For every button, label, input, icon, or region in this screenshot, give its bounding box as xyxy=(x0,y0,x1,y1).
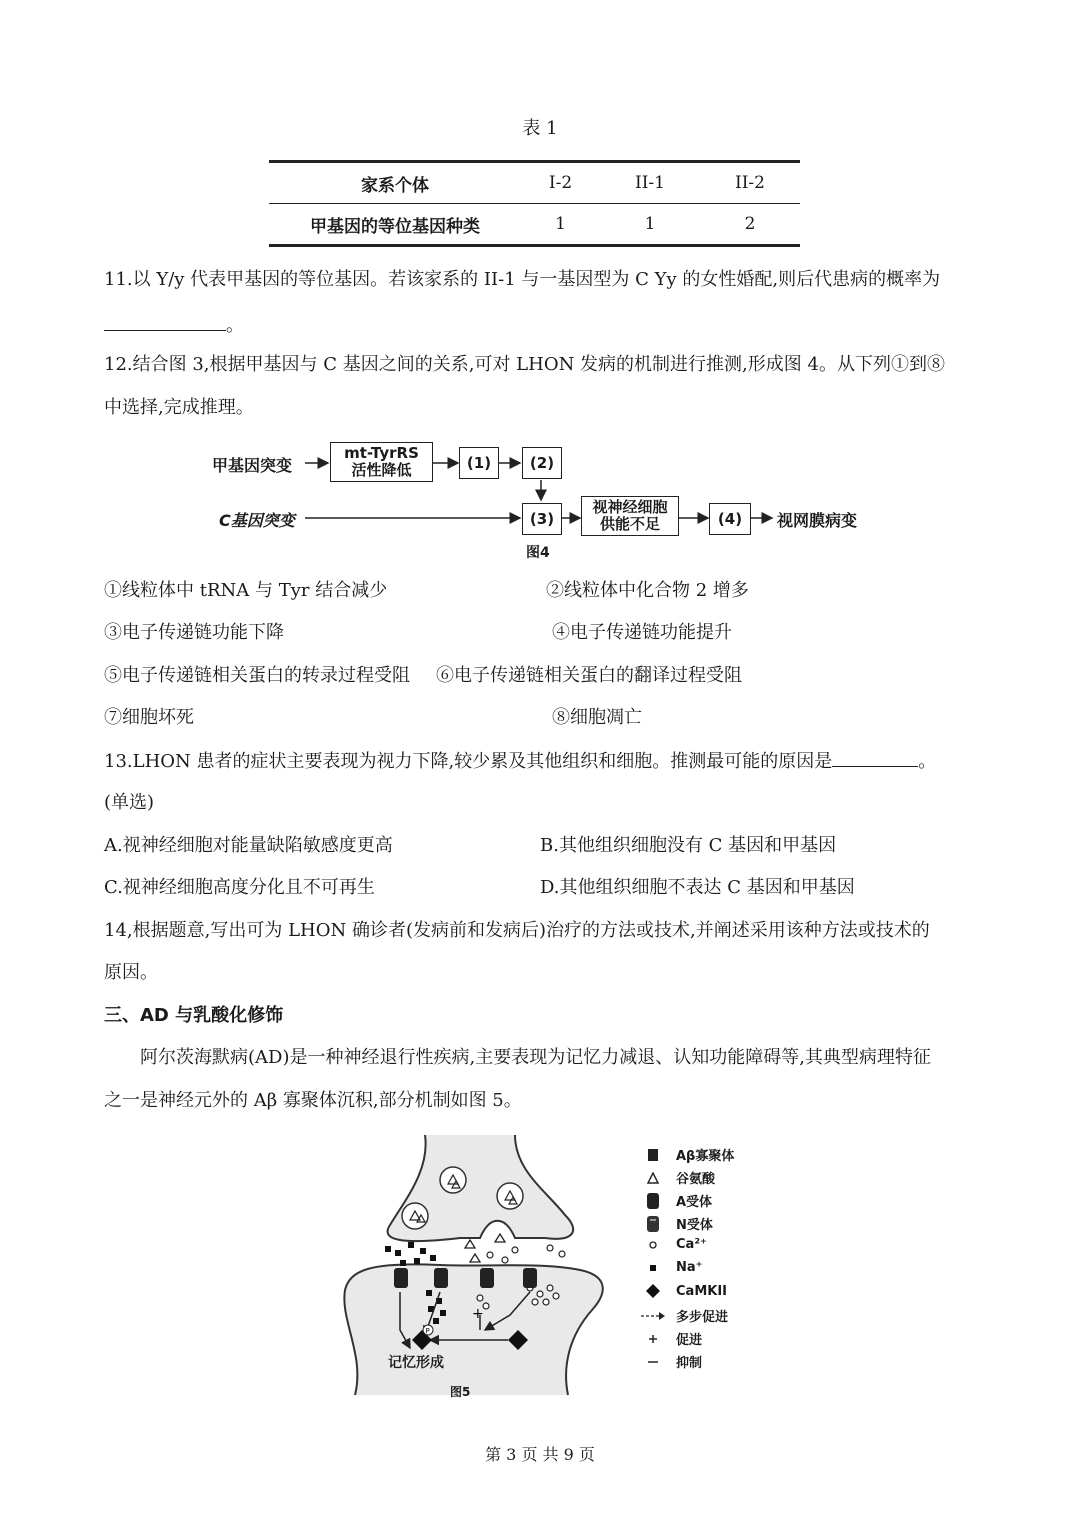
plus-sign: + xyxy=(472,1306,484,1322)
option-3: ③电子传递链功能下降 xyxy=(104,622,284,643)
figure-4-caption: 图4 xyxy=(526,545,550,561)
phospho-label: P xyxy=(425,1327,430,1335)
legend-label: 抑制 xyxy=(676,1356,703,1371)
question-13-line1 xyxy=(104,750,936,773)
table-cell: 甲基因的等位基因种类 xyxy=(310,216,480,237)
legend-label: 促进 xyxy=(676,1333,703,1348)
page-footer: 第 3 页 共 9 页 xyxy=(485,1445,595,1464)
camkii-icon xyxy=(640,1283,666,1299)
box-3: (3) xyxy=(522,503,562,535)
figure-4 xyxy=(0,430,1080,565)
option-2: ②线粒体中化合物 2 增多 xyxy=(546,580,749,601)
calcium-icon xyxy=(640,1240,666,1250)
question-12-line1: 12.结合图 3,根据甲基因与 C 基因之间的关系,可对 LHON 发病的机制进行推测,形成图 4。从下列①到⑧ xyxy=(104,354,945,375)
multistep-arrow-icon xyxy=(640,1311,666,1321)
optic-nerve-label: 视神经细胞 xyxy=(592,498,668,516)
question-13-single-choice: (单选) xyxy=(104,792,155,813)
period: 。 xyxy=(226,315,244,336)
mt-tyrrs-label: mt-TyrRS xyxy=(344,444,419,462)
table-caption: 表 1 xyxy=(522,118,558,139)
choice-c: C.视神经细胞高度分化且不可再生 xyxy=(104,877,375,898)
legend-label: 多步促进 xyxy=(676,1310,729,1325)
legend-label: CaMKII xyxy=(676,1283,727,1299)
retinopathy-label: 视网膜病变 xyxy=(777,511,858,530)
abeta-oligomer-icon xyxy=(640,1148,666,1162)
box-4: (4) xyxy=(709,503,751,535)
optic-nerve-box xyxy=(581,496,679,536)
section-3-title: 三、AD 与乳酸化修饰 xyxy=(104,1005,284,1026)
figure-5-caption: 图5 xyxy=(450,1385,471,1399)
table-header-row xyxy=(269,163,800,204)
option-8: ⑧细胞凋亡 xyxy=(552,707,642,728)
legend-item xyxy=(640,1306,728,1325)
legend-item xyxy=(640,1329,702,1348)
legend-label: 谷氨酸 xyxy=(676,1172,716,1187)
synapse-diagram xyxy=(330,1130,620,1400)
legend-label: N受体 xyxy=(676,1218,713,1233)
glutamate-icon xyxy=(640,1172,666,1184)
box-2: (2) xyxy=(522,447,562,479)
answer-blank xyxy=(104,314,226,331)
plus-icon xyxy=(640,1334,666,1344)
mt-tyrrs-activity-label: 活性降低 xyxy=(351,461,412,479)
table-cell: 2 xyxy=(744,214,756,234)
figure-4-c-label: C基因突变 xyxy=(219,511,295,530)
mt-tyrrs-box xyxy=(330,442,433,482)
table-header-cell: I-2 xyxy=(548,173,573,193)
box-1: (1) xyxy=(459,447,499,479)
legend-label: Ca²⁺ xyxy=(676,1237,707,1252)
figure-5-synapse xyxy=(330,1130,620,1400)
legend-label: A受体 xyxy=(676,1195,713,1210)
energy-supply-label: 供能不足 xyxy=(599,515,660,533)
legend-item xyxy=(640,1283,727,1299)
table-1 xyxy=(269,160,800,247)
legend-label: Na⁺ xyxy=(676,1260,703,1275)
question-11-line2 xyxy=(104,314,244,337)
figure-4-jia-label: 甲基因突变 xyxy=(212,456,293,475)
option-4: ④电子传递链功能提升 xyxy=(552,622,732,643)
question-14-line2: 原因。 xyxy=(104,962,158,983)
table-header-cell: II-1 xyxy=(634,173,665,193)
table-cell: 1 xyxy=(555,214,566,234)
legend-item xyxy=(640,1260,703,1275)
question-11-line1: 11.以 Y/y 代表甲基因的等位基因。若该家系的 II-1 与一基因型为 C Yy 的女性婚配,则后代患病的概率为 xyxy=(104,269,941,290)
n-receptor-icon xyxy=(640,1215,666,1233)
option-6: ⑥电子传递链相关蛋白的翻译过程受阻 xyxy=(436,665,742,686)
legend-item xyxy=(640,1191,712,1210)
legend-item xyxy=(640,1214,713,1233)
legend-item xyxy=(640,1237,707,1252)
option-5: ⑤电子传递链相关蛋白的转录过程受阻 xyxy=(104,665,410,686)
minus-icon xyxy=(640,1357,666,1367)
choice-d: D.其他组织细胞不表达 C 基因和甲基因 xyxy=(540,877,855,898)
table-header-cell: 家系个体 xyxy=(361,175,429,196)
table-header-cell: II-2 xyxy=(734,173,765,193)
section-3-para-line2: 之一是神经元外的 Aβ 寡聚体沉积,部分机制如图 5。 xyxy=(104,1090,522,1111)
section-3-para-line1: 阿尔茨海默病(AD)是一种神经退行性疾病,主要表现为记忆力减退、认知功能障碍等,其典型病理特征 xyxy=(140,1047,931,1068)
option-7: ⑦细胞坏死 xyxy=(104,707,194,728)
sodium-icon xyxy=(640,1263,666,1273)
figure-5-legend xyxy=(640,1145,820,1375)
memory-formation-label: 记忆形成 xyxy=(388,1355,444,1371)
option-1: ①线粒体中 tRNA 与 Tyr 结合减少 xyxy=(104,580,388,601)
legend-item xyxy=(640,1168,715,1187)
question-14-line1: 14,根据题意,写出可为 LHON 确诊者(发病前和发病后)治疗的方法或技术,并阐述采用该种方法或技术的 xyxy=(104,920,930,941)
postsynaptic-terminal xyxy=(344,1264,602,1395)
table-row xyxy=(269,204,800,245)
table-cell: 1 xyxy=(644,214,656,234)
choice-b: B.其他组织细胞没有 C 基因和甲基因 xyxy=(540,835,837,856)
answer-blank xyxy=(832,750,918,767)
a-receptor-icon xyxy=(640,1192,666,1210)
choice-a: A.视神经细胞对能量缺陷敏感度更高 xyxy=(104,835,393,856)
legend-item xyxy=(640,1352,702,1371)
question-12-line2: 中选择,完成推理。 xyxy=(104,397,254,418)
legend-item xyxy=(640,1145,734,1164)
legend-label: Aβ寡聚体 xyxy=(676,1149,735,1164)
question-13-text: 13.LHON 患者的症状主要表现为视力下降,较少累及其他组织和细胞。推测最可能的原因是 xyxy=(104,751,833,772)
period: 。 xyxy=(918,751,937,772)
